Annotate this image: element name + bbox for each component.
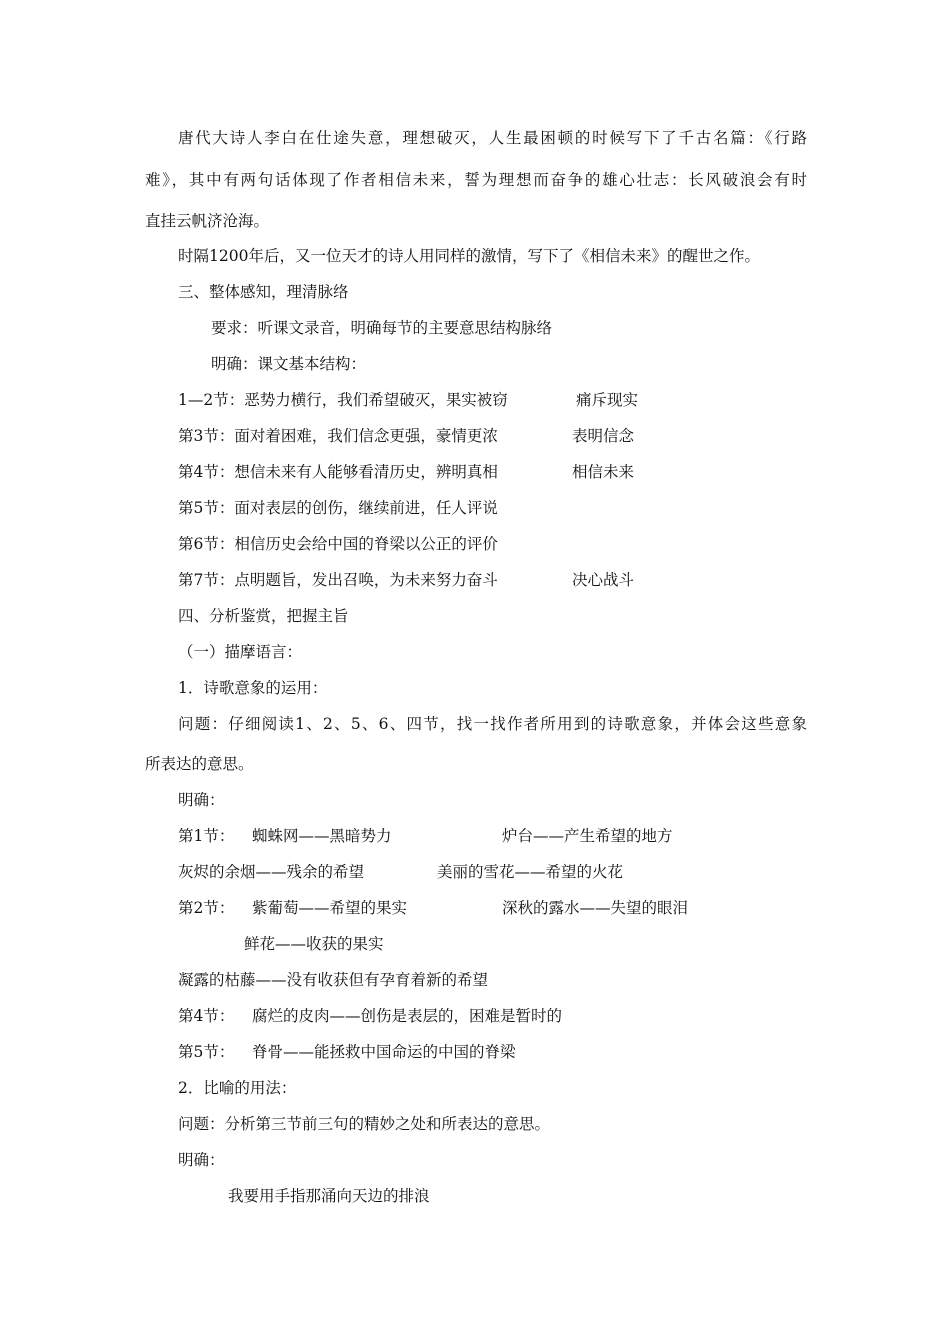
structure-row: [178, 461, 798, 483]
imagery-pair: 凝露的枯藤——没有收获但有孕育着新的希望: [178, 971, 489, 989]
imagery-row-section-5: [178, 1041, 798, 1063]
imagery-pair: 灰烬的余烟——残余的希望: [178, 863, 365, 881]
structure-row-content: 第7节：点明题旨，发出召唤，为未来努力奋斗: [178, 571, 498, 589]
imagery-pair: 腐烂的皮肉——创伤是表层的，困难是暂时的: [252, 1007, 563, 1025]
clarify-label: 明确：: [178, 791, 225, 809]
question-1-line-2: 所表达的意思。: [145, 755, 254, 773]
structure-row: [178, 569, 798, 591]
structure-row: [178, 425, 798, 447]
imagery-section-label: 第4节：: [178, 1007, 235, 1025]
imagery-pair: 美丽的雪花——希望的火花: [437, 863, 624, 881]
imagery-pair: 鲜花——收获的果实: [244, 935, 384, 953]
imagery-row-section-1: [178, 825, 798, 847]
imagery-row: [178, 861, 798, 883]
imagery-section-label: 第1节：: [178, 827, 235, 845]
structure-row-content: 第5节：面对表层的创伤，继续前进，任人评说: [178, 499, 498, 517]
structure-row: [178, 497, 798, 519]
structure-row-content: 第6节：相信历史会给中国的脊梁以公正的评价: [178, 535, 498, 553]
structure-row: [178, 389, 798, 411]
imagery-pair: 深秋的露水——失望的眼泪: [502, 899, 689, 917]
section-4-heading: 四、分析鉴赏，把握主旨: [178, 607, 349, 625]
item-2-heading: 2．比喻的用法：: [178, 1079, 297, 1097]
poem-quote-line: 我要用手指那涌向天边的排浪: [228, 1187, 430, 1205]
structure-row-content: 1—2节：恶势力横行，我们希望破灭，果实被窃: [178, 391, 508, 409]
question-1-line-1: 问题：仔细阅读1、2、5、6、四节，找一找作者所用到的诗歌意象，并体会这些意象: [178, 715, 807, 733]
intro-line-2: 难》，其中有两句话体现了作者相信未来，誓为理想而奋争的雄心壮志：长风破浪会有时: [145, 171, 807, 189]
structure-row-summary: 表明信念: [572, 427, 635, 445]
clarify-label: 明确：: [178, 1151, 225, 1169]
item-1-heading: 1．诗歌意象的运用：: [178, 679, 328, 697]
imagery-section-label: 第5节：: [178, 1043, 235, 1061]
structure-row-summary: 痛斥现实: [576, 391, 639, 409]
imagery-row-section-2: [178, 897, 798, 919]
section-3-requirement: 要求：听课文录音，明确每节的主要意思结构脉络: [211, 319, 553, 337]
structure-row-summary: 决心战斗: [572, 571, 635, 589]
structure-row-content: 第3节：面对着困难，我们信念更强，豪情更浓: [178, 427, 498, 445]
question-2: 问题：分析第三节前三句的精妙之处和所表达的意思。: [178, 1115, 551, 1133]
intro-line-3: 直挂云帆济沧海。: [145, 212, 270, 230]
imagery-pair: 蜘蛛网——黑暗势力: [252, 827, 392, 845]
structure-row: [178, 533, 798, 555]
imagery-pair: 脊骨——能拯救中国命运的中国的脊梁: [252, 1043, 516, 1061]
intro-line-1: 唐代大诗人李白在仕途失意，理想破灭，人生最困顿的时候写下了千古名篇：《行路: [178, 129, 807, 147]
imagery-pair: 炉台——产生希望的地方: [502, 827, 673, 845]
subsection-heading: （一）描摩语言：: [178, 643, 303, 661]
imagery-pair: 紫葡萄——希望的果实: [252, 899, 408, 917]
section-3-heading: 三、整体感知，理清脉络: [178, 283, 349, 301]
imagery-section-label: 第2节：: [178, 899, 235, 917]
imagery-row-section-4: [178, 1005, 798, 1027]
structure-row-summary: 相信未来: [572, 463, 635, 481]
structure-row-content: 第4节：想信未来有人能够看清历史，辨明真相: [178, 463, 498, 481]
intro-paragraph-2: 时隔1200年后，又一位天才的诗人用同样的激情，写下了《相信未来》的醒世之作。: [178, 247, 760, 265]
section-3-clarify: 明确：课文基本结构：: [211, 355, 367, 373]
